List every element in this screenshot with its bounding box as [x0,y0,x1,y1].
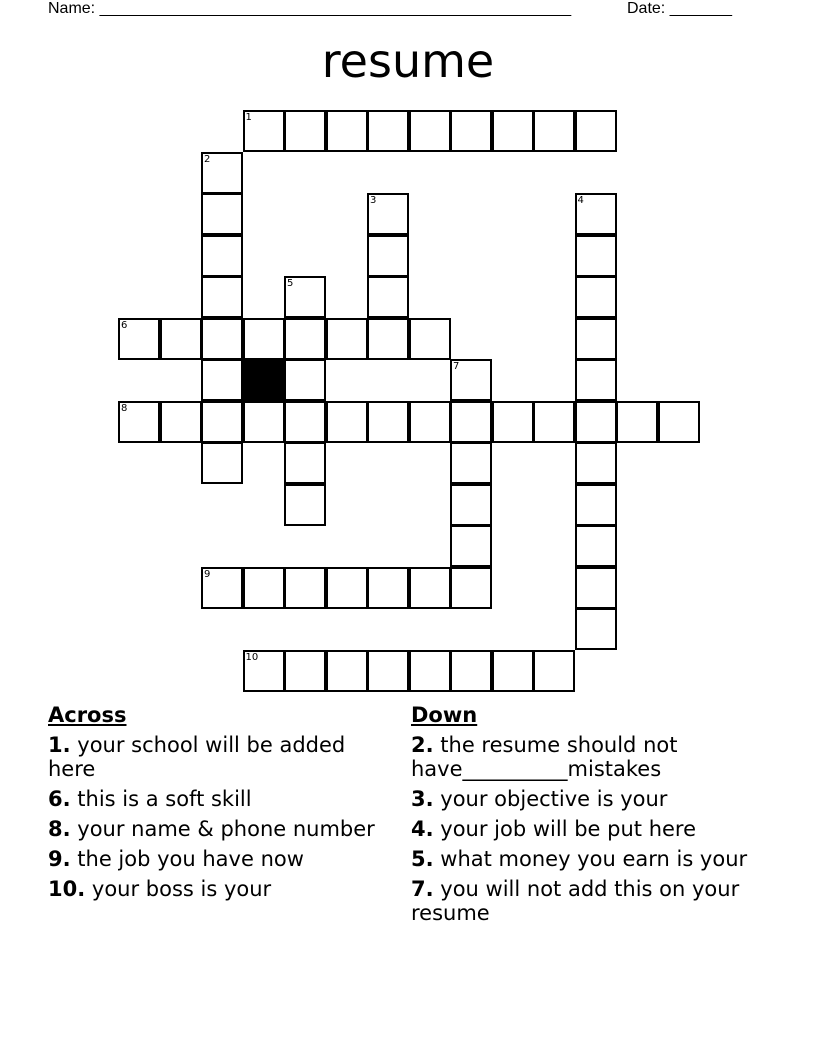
grid-cell[interactable] [575,110,617,152]
grid-cell[interactable] [409,401,451,443]
clue-text: this is a soft skill [77,787,252,811]
grid-cell[interactable] [492,650,534,692]
grid-cell[interactable] [367,318,409,360]
clue-number-label: 7 [453,361,460,372]
grid-cell[interactable] [492,110,534,152]
clue-across-1 [48,733,388,781]
across-heading: Across [48,703,127,727]
grid-cell[interactable] [450,110,492,152]
clue-text: you will not add this on your resume [411,877,740,925]
grid-cell[interactable] [284,484,326,526]
grid-cell[interactable] [450,650,492,692]
grid-cell[interactable] [450,567,492,609]
clue-text: your school will be added here [48,733,346,781]
page-title: resume [321,34,495,88]
clue-number-label: 1 [245,112,252,123]
grid-cell[interactable] [575,567,617,609]
grid-cell[interactable] [367,567,409,609]
grid-cell[interactable] [284,318,326,360]
grid-cell[interactable] [575,276,617,318]
grid-cell[interactable] [575,401,617,443]
clue-text: the job you have now [77,847,304,871]
clue-number-label: 9 [204,568,211,580]
grid-cell[interactable] [450,442,492,484]
clue-number: 6. [48,787,71,811]
date-field-label: Date: _______ [627,0,732,17]
clue-number-label: 10 [245,651,259,663]
clue-number: 4. [411,817,434,841]
grid-cell[interactable] [284,110,326,152]
grid-cell[interactable] [533,401,575,443]
clue-across-9 [48,847,388,871]
clue-across-6 [48,787,388,811]
clue-down-7 [411,877,751,925]
grid-cell[interactable] [409,650,451,692]
grid-cell[interactable] [367,401,409,443]
clue-text: the resume should not have__________mistakes [411,733,678,781]
clue-text: what money you earn is your [440,847,748,871]
grid-cell[interactable] [533,110,575,152]
down-heading: Down [411,703,478,727]
across-clues [48,703,388,907]
grid-cell[interactable] [243,318,285,360]
clue-number-label: 4 [577,195,584,206]
grid-cell[interactable] [409,567,451,609]
grid-cell[interactable] [118,318,160,360]
clue-across-8 [48,817,388,841]
grid-cell[interactable] [201,276,243,318]
grid-cell[interactable] [575,193,617,235]
grid-cell[interactable] [118,401,160,443]
grid-cell[interactable] [326,650,368,692]
grid-cell[interactable] [367,276,409,318]
clue-number: 8. [48,817,71,841]
grid-cell[interactable] [326,567,368,609]
grid-cell[interactable] [492,401,534,443]
grid-cell[interactable] [326,318,368,360]
clue-text: your job will be put here [440,817,697,841]
clue-text: your objective is your [440,787,668,811]
grid-cell[interactable] [575,484,617,526]
grid-cell[interactable] [575,235,617,277]
clue-down-3 [411,787,751,811]
grid-cell[interactable] [160,401,202,443]
grid-cell[interactable] [201,442,243,484]
clue-number-label: 5 [287,278,294,289]
grid-cell[interactable] [160,318,202,360]
down-clues [411,703,751,931]
clue-number: 10. [48,877,86,901]
grid-cell[interactable] [450,525,492,567]
clue-number-label: 6 [121,319,128,331]
grid-cell[interactable] [533,650,575,692]
grid-cell[interactable] [201,152,243,194]
grid-cell[interactable] [284,401,326,443]
grid-cell[interactable] [450,484,492,526]
grid-cell[interactable] [409,318,451,360]
grid-cell[interactable] [367,110,409,152]
grid-cell[interactable] [326,401,368,443]
grid-cell[interactable] [284,442,326,484]
clue-number: 5. [411,847,434,871]
clue-number: 7. [411,877,434,901]
clue-number-label: 8 [121,402,128,414]
grid-cell[interactable] [243,110,285,152]
grid-cell[interactable] [243,650,285,692]
grid-cell[interactable] [201,401,243,443]
grid-cell[interactable] [367,193,409,235]
grid-cell[interactable] [575,359,617,401]
grid-cell[interactable] [367,235,409,277]
grid-cell[interactable] [616,401,658,443]
clue-text: your name & phone number [77,817,375,841]
clue-number-label: 2 [204,153,211,165]
grid-cell[interactable] [575,442,617,484]
grid-cell[interactable] [201,193,243,235]
grid-cell[interactable] [575,525,617,567]
clue-number-label: 3 [370,195,377,206]
grid-cell[interactable] [243,401,285,443]
grid-cell[interactable] [243,567,285,609]
grid-cell[interactable] [201,567,243,609]
clue-down-5 [411,847,751,871]
clue-down-2 [411,733,751,781]
grid-cell[interactable] [326,110,368,152]
grid-cell[interactable] [201,235,243,277]
grid-cell[interactable] [284,567,326,609]
clue-down-4 [411,817,751,841]
grid-cell[interactable] [450,401,492,443]
grid-cell[interactable] [201,318,243,360]
grid-cell[interactable] [575,608,617,650]
grid-cell[interactable] [450,359,492,401]
grid-cell[interactable] [367,650,409,692]
grid-cell[interactable] [201,359,243,401]
clue-number: 3. [411,787,434,811]
clue-number: 9. [48,847,71,871]
clue-number: 2. [411,733,434,757]
clue-text: your boss is your [91,877,272,901]
grid-cell[interactable] [409,110,451,152]
clue-number: 1. [48,733,71,757]
clue-across-10 [48,877,388,901]
grid-cell[interactable] [575,318,617,360]
black-cell [243,359,285,401]
grid-cell[interactable] [284,276,326,318]
name-field-label: Name: _____________________________________________________ [48,0,572,17]
grid-cell[interactable] [658,401,700,443]
grid-cell[interactable] [284,359,326,401]
grid-cell[interactable] [284,650,326,692]
